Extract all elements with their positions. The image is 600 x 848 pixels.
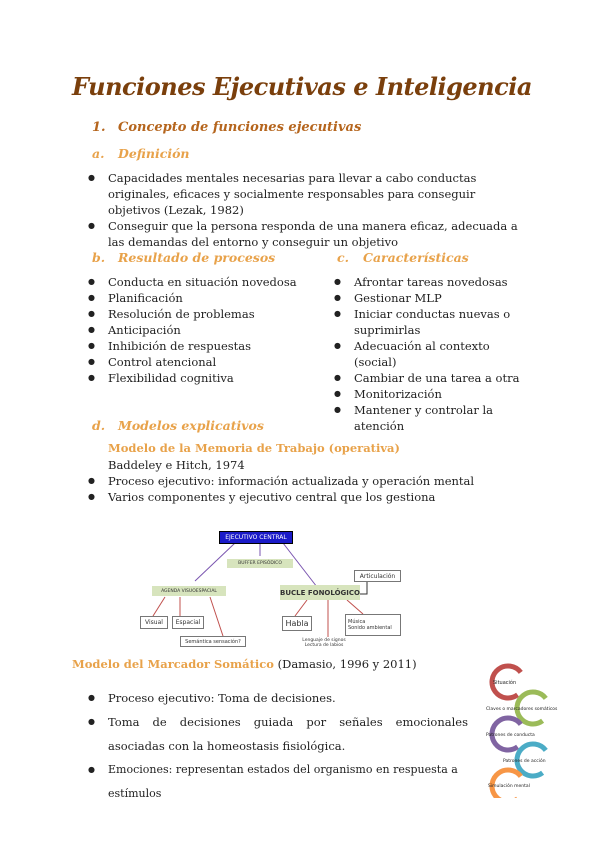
episodic-buffer-box: BUFFER EPISÓDICO — [227, 559, 293, 568]
central-executive-box: EJECUTIVO CENTRAL — [219, 531, 293, 544]
list-item: ● Monitorización — [334, 386, 524, 402]
model-title: Modelo de la Memoria de Trabajo (operativa) — [108, 441, 400, 455]
cycle-step: Claves o marcadores somáticos — [486, 707, 558, 712]
sub-number: c. — [337, 250, 349, 265]
somatic-list — [88, 686, 468, 806]
phonological-loop-box: BUCLE FONOLÓGICO — [280, 585, 360, 600]
music-label: Música — [348, 619, 366, 625]
list-item: ● Emociones: representan estados del organismo en respuesta a estímulos — [88, 758, 468, 806]
section-number: 1. — [92, 120, 106, 135]
somatic-cycle-diagram — [478, 662, 578, 798]
sign-label: Lenguaje de signos — [302, 638, 346, 643]
sub-number: d. — [92, 418, 106, 433]
somatic-model-ref: (Damasio, 1996 y 2011) — [277, 657, 417, 671]
sub-number: a. — [92, 146, 105, 161]
list-item: ● Planificación — [88, 290, 318, 306]
list-item: ● Conseguir que la persona responda de una manera eficaz, adecuada a las demandas del entorno y conseguir un objetivo — [88, 218, 518, 250]
list-item: ● Conducta en situación novedosa — [88, 274, 318, 290]
list-item: ● Flexibilidad cognitiva — [88, 370, 318, 386]
somatic-model-title: Modelo del Marcador Somático — [72, 657, 274, 671]
sub-label: Resultado de procesos — [118, 250, 276, 265]
visual-box: Visual — [140, 616, 168, 629]
section-label: Concepto de funciones ejecutivas — [118, 120, 362, 135]
characteristics-list — [334, 274, 524, 434]
somatic-model-heading — [72, 657, 417, 671]
list-item: ● Gestionar MLP — [334, 290, 524, 306]
cycle-step: Situación — [493, 680, 517, 686]
working-memory-diagram — [135, 524, 410, 649]
cycle-step: Simulación mental — [488, 784, 530, 789]
subheading-c — [337, 250, 469, 265]
page-title: Funciones Ejecutivas e Inteligencia — [72, 72, 532, 101]
list-item: ● Toma de decisiones guiada por señales emocionales asociadas con la homeostasis fisiológica. — [88, 710, 468, 758]
list-item: ● Cambiar de una tarea a otra — [334, 370, 524, 386]
speech-box: Habla — [282, 616, 312, 631]
list-item: ● Resolución de problemas — [88, 306, 318, 322]
model-reference: Baddeley e Hitch, 1974 — [108, 458, 245, 472]
list-item: ● Iniciar conductas nuevas o suprimirlas — [334, 306, 524, 338]
list-item: ● Anticipación — [88, 322, 318, 338]
list-item: ● Mantener y controlar la atención — [334, 402, 524, 434]
list-item: ● Control atencional — [88, 354, 318, 370]
list-item: ● Capacidades mentales necesarias para llevar a cabo conductas originales, eficaces y socialmente responsables para conseguir objetivos (Lezak, 1982) — [88, 170, 518, 218]
subheading-d — [92, 418, 264, 433]
sub-number: b. — [92, 250, 106, 265]
list-item: ● Proceso ejecutivo: Toma de decisiones. — [88, 686, 468, 710]
list-item: ● Varios componentes y ejecutivo central que los gestiona — [88, 489, 518, 505]
model-list — [88, 473, 518, 505]
cycle-step: Patrones de conducta — [486, 733, 535, 738]
processes-list — [88, 274, 318, 386]
semantic-box: Semántica sensación? — [180, 636, 246, 647]
cycle-step: Patrones de acción — [503, 759, 546, 764]
list-item: ● Afrontar tareas novedosas — [334, 274, 524, 290]
list-item: ● Proceso ejecutivo: información actualizada y operación mental — [88, 473, 518, 489]
definition-list — [88, 170, 518, 250]
sub-label: Características — [363, 250, 469, 265]
subheading-b — [92, 250, 275, 265]
articulation-box: Articulación — [354, 570, 401, 582]
section-heading-1 — [92, 120, 361, 135]
sub-label: Modelos explicativos — [118, 418, 264, 433]
list-item: ● Inhibición de respuestas — [88, 338, 318, 354]
lipreading-label: Lectura de labios — [304, 643, 344, 648]
spatial-box: Espacial — [172, 616, 204, 629]
visuospatial-box: AGENDA VISUOESPACIAL — [152, 586, 226, 596]
sub-label: Definición — [118, 146, 190, 161]
sign-language-box — [295, 637, 353, 649]
subheading-a — [92, 146, 190, 161]
music-box — [345, 614, 401, 636]
ambient-label: Sonido ambiental — [348, 625, 392, 631]
list-item: ● Adecuación al contexto (social) — [334, 338, 524, 370]
